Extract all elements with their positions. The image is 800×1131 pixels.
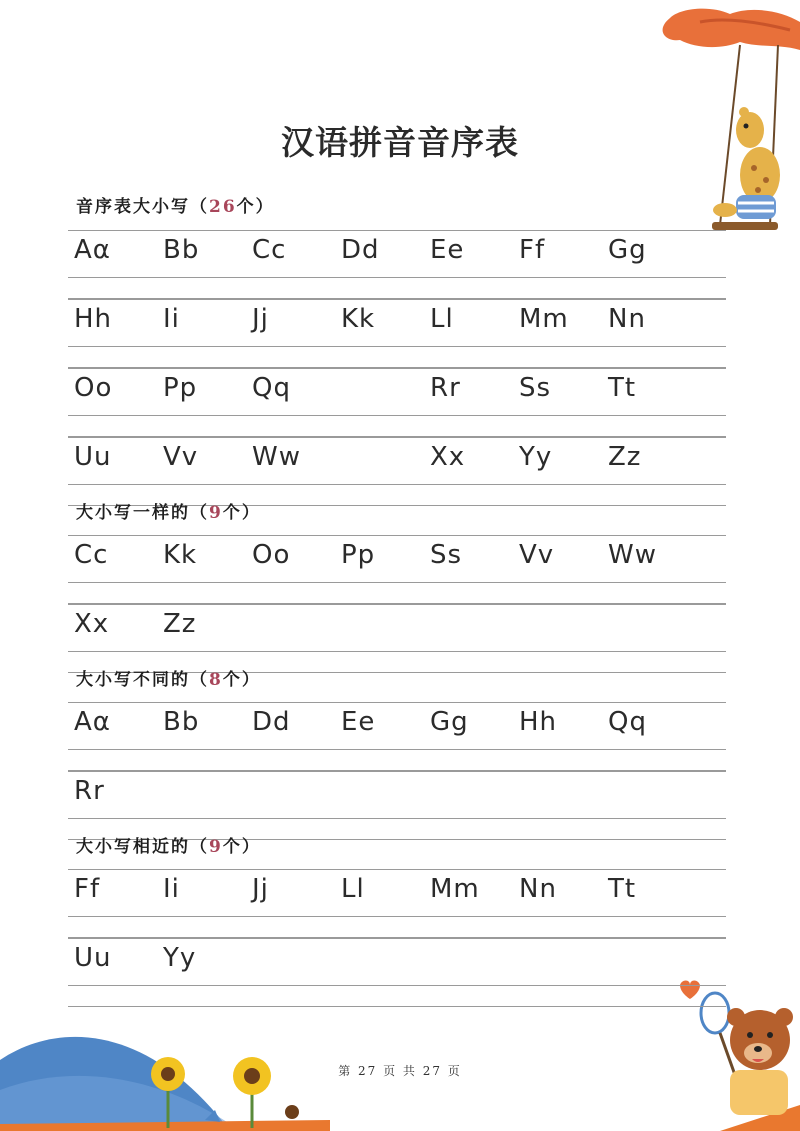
letter-cell: Jj xyxy=(252,304,269,334)
section-count-suffix: 个 xyxy=(222,503,242,523)
letter-cell: Xx xyxy=(430,442,466,472)
letter-cell: Ii xyxy=(163,874,180,904)
section-all-letters xyxy=(68,194,728,506)
letter-cell: Qq xyxy=(608,707,647,737)
section-similar-case xyxy=(68,834,728,1007)
letter-grid xyxy=(68,702,728,840)
letter-cell: Gg xyxy=(608,235,647,265)
letter-cell: Ii xyxy=(163,304,180,334)
letter-cell: Bb xyxy=(163,707,200,737)
letter-cell: Ee xyxy=(430,235,465,265)
letter-cell: Uu xyxy=(74,442,112,472)
letter-cell: Mm xyxy=(519,304,569,334)
letter-row xyxy=(68,702,728,771)
section-count: 26 xyxy=(209,197,237,217)
letter-cell: Yy xyxy=(163,943,197,973)
letter-cell: Oo xyxy=(252,540,291,570)
page-footer: 第 27 页 共 27 页 xyxy=(338,1064,462,1078)
section-count-suffix: 个 xyxy=(222,837,242,857)
letter-row xyxy=(68,368,728,437)
section-different-case xyxy=(68,667,728,840)
letter-cell: Rr xyxy=(430,373,461,403)
letter-grid xyxy=(68,535,728,673)
letter-cell: Dd xyxy=(341,235,380,265)
letter-row xyxy=(68,938,728,1007)
letter-row xyxy=(68,535,728,604)
letter-cell: Kk xyxy=(163,540,198,570)
letter-cell: Tt xyxy=(608,373,637,403)
letter-cell: Ss xyxy=(519,373,552,403)
letter-cell: Zz xyxy=(608,442,642,472)
letter-cell: Xx xyxy=(74,609,110,639)
letter-cell: Mm xyxy=(430,874,480,904)
letter-cell: Ff xyxy=(74,874,101,904)
section-heading-text: 音序表大小写 xyxy=(76,197,190,217)
section-same-case xyxy=(68,500,728,673)
letter-cell: Hh xyxy=(74,304,113,334)
page-title: 汉语拼音音序表 xyxy=(281,123,519,162)
section-heading-text: 大小写一样的 xyxy=(76,503,190,523)
letter-row xyxy=(68,771,728,840)
letter-cell: Hh xyxy=(519,707,558,737)
letter-cell: Kk xyxy=(341,304,376,334)
section-heading: 大小写相近的（9个） xyxy=(76,837,261,857)
letter-cell: Uu xyxy=(74,943,112,973)
letter-row xyxy=(68,869,728,938)
letter-cell: Qq xyxy=(252,373,291,403)
letter-cell: Ll xyxy=(341,874,365,904)
letter-grid xyxy=(68,869,728,1007)
letter-cell: Cc xyxy=(252,235,287,265)
section-heading: 大小写一样的（9个） xyxy=(76,503,261,523)
letter-cell: Cc xyxy=(74,540,109,570)
section-heading: 音序表大小写（26个） xyxy=(76,197,275,217)
letter-cell: Oo xyxy=(74,373,113,403)
letter-cell: Aα xyxy=(74,707,111,737)
letter-cell: Zz xyxy=(163,609,197,639)
section-count: 8 xyxy=(209,670,223,690)
section-heading-text: 大小写相近的 xyxy=(76,837,190,857)
letter-cell: Ff xyxy=(519,235,546,265)
letter-grid xyxy=(68,230,728,506)
letter-row xyxy=(68,230,728,299)
letter-cell: Ww xyxy=(252,442,301,472)
letter-cell: Aα xyxy=(74,235,111,265)
letter-cell: Pp xyxy=(163,373,198,403)
letter-cell: Tt xyxy=(608,874,637,904)
letter-cell: Pp xyxy=(341,540,376,570)
letter-row xyxy=(68,604,728,673)
letter-cell: Nn xyxy=(519,874,557,904)
letter-row xyxy=(68,299,728,368)
section-heading: 大小写不同的（8个） xyxy=(76,670,261,690)
letter-cell: Nn xyxy=(608,304,646,334)
section-count-suffix: 个 xyxy=(236,197,256,217)
letter-cell: Ee xyxy=(341,707,376,737)
section-count-suffix: 个 xyxy=(222,670,242,690)
letter-row xyxy=(68,437,728,506)
letter-cell: Ll xyxy=(430,304,454,334)
section-count: 9 xyxy=(209,837,223,857)
letter-cell: Bb xyxy=(163,235,200,265)
section-heading-text: 大小写不同的 xyxy=(76,670,190,690)
letter-cell: Ww xyxy=(608,540,657,570)
letter-cell: Vv xyxy=(519,540,555,570)
letter-cell: Rr xyxy=(74,776,105,806)
section-count: 9 xyxy=(209,503,223,523)
letter-cell: Jj xyxy=(252,874,269,904)
letter-cell: Vv xyxy=(163,442,199,472)
letter-cell: Gg xyxy=(430,707,469,737)
letter-cell: Dd xyxy=(252,707,291,737)
letter-cell: Ss xyxy=(430,540,463,570)
letter-cell: Yy xyxy=(519,442,553,472)
